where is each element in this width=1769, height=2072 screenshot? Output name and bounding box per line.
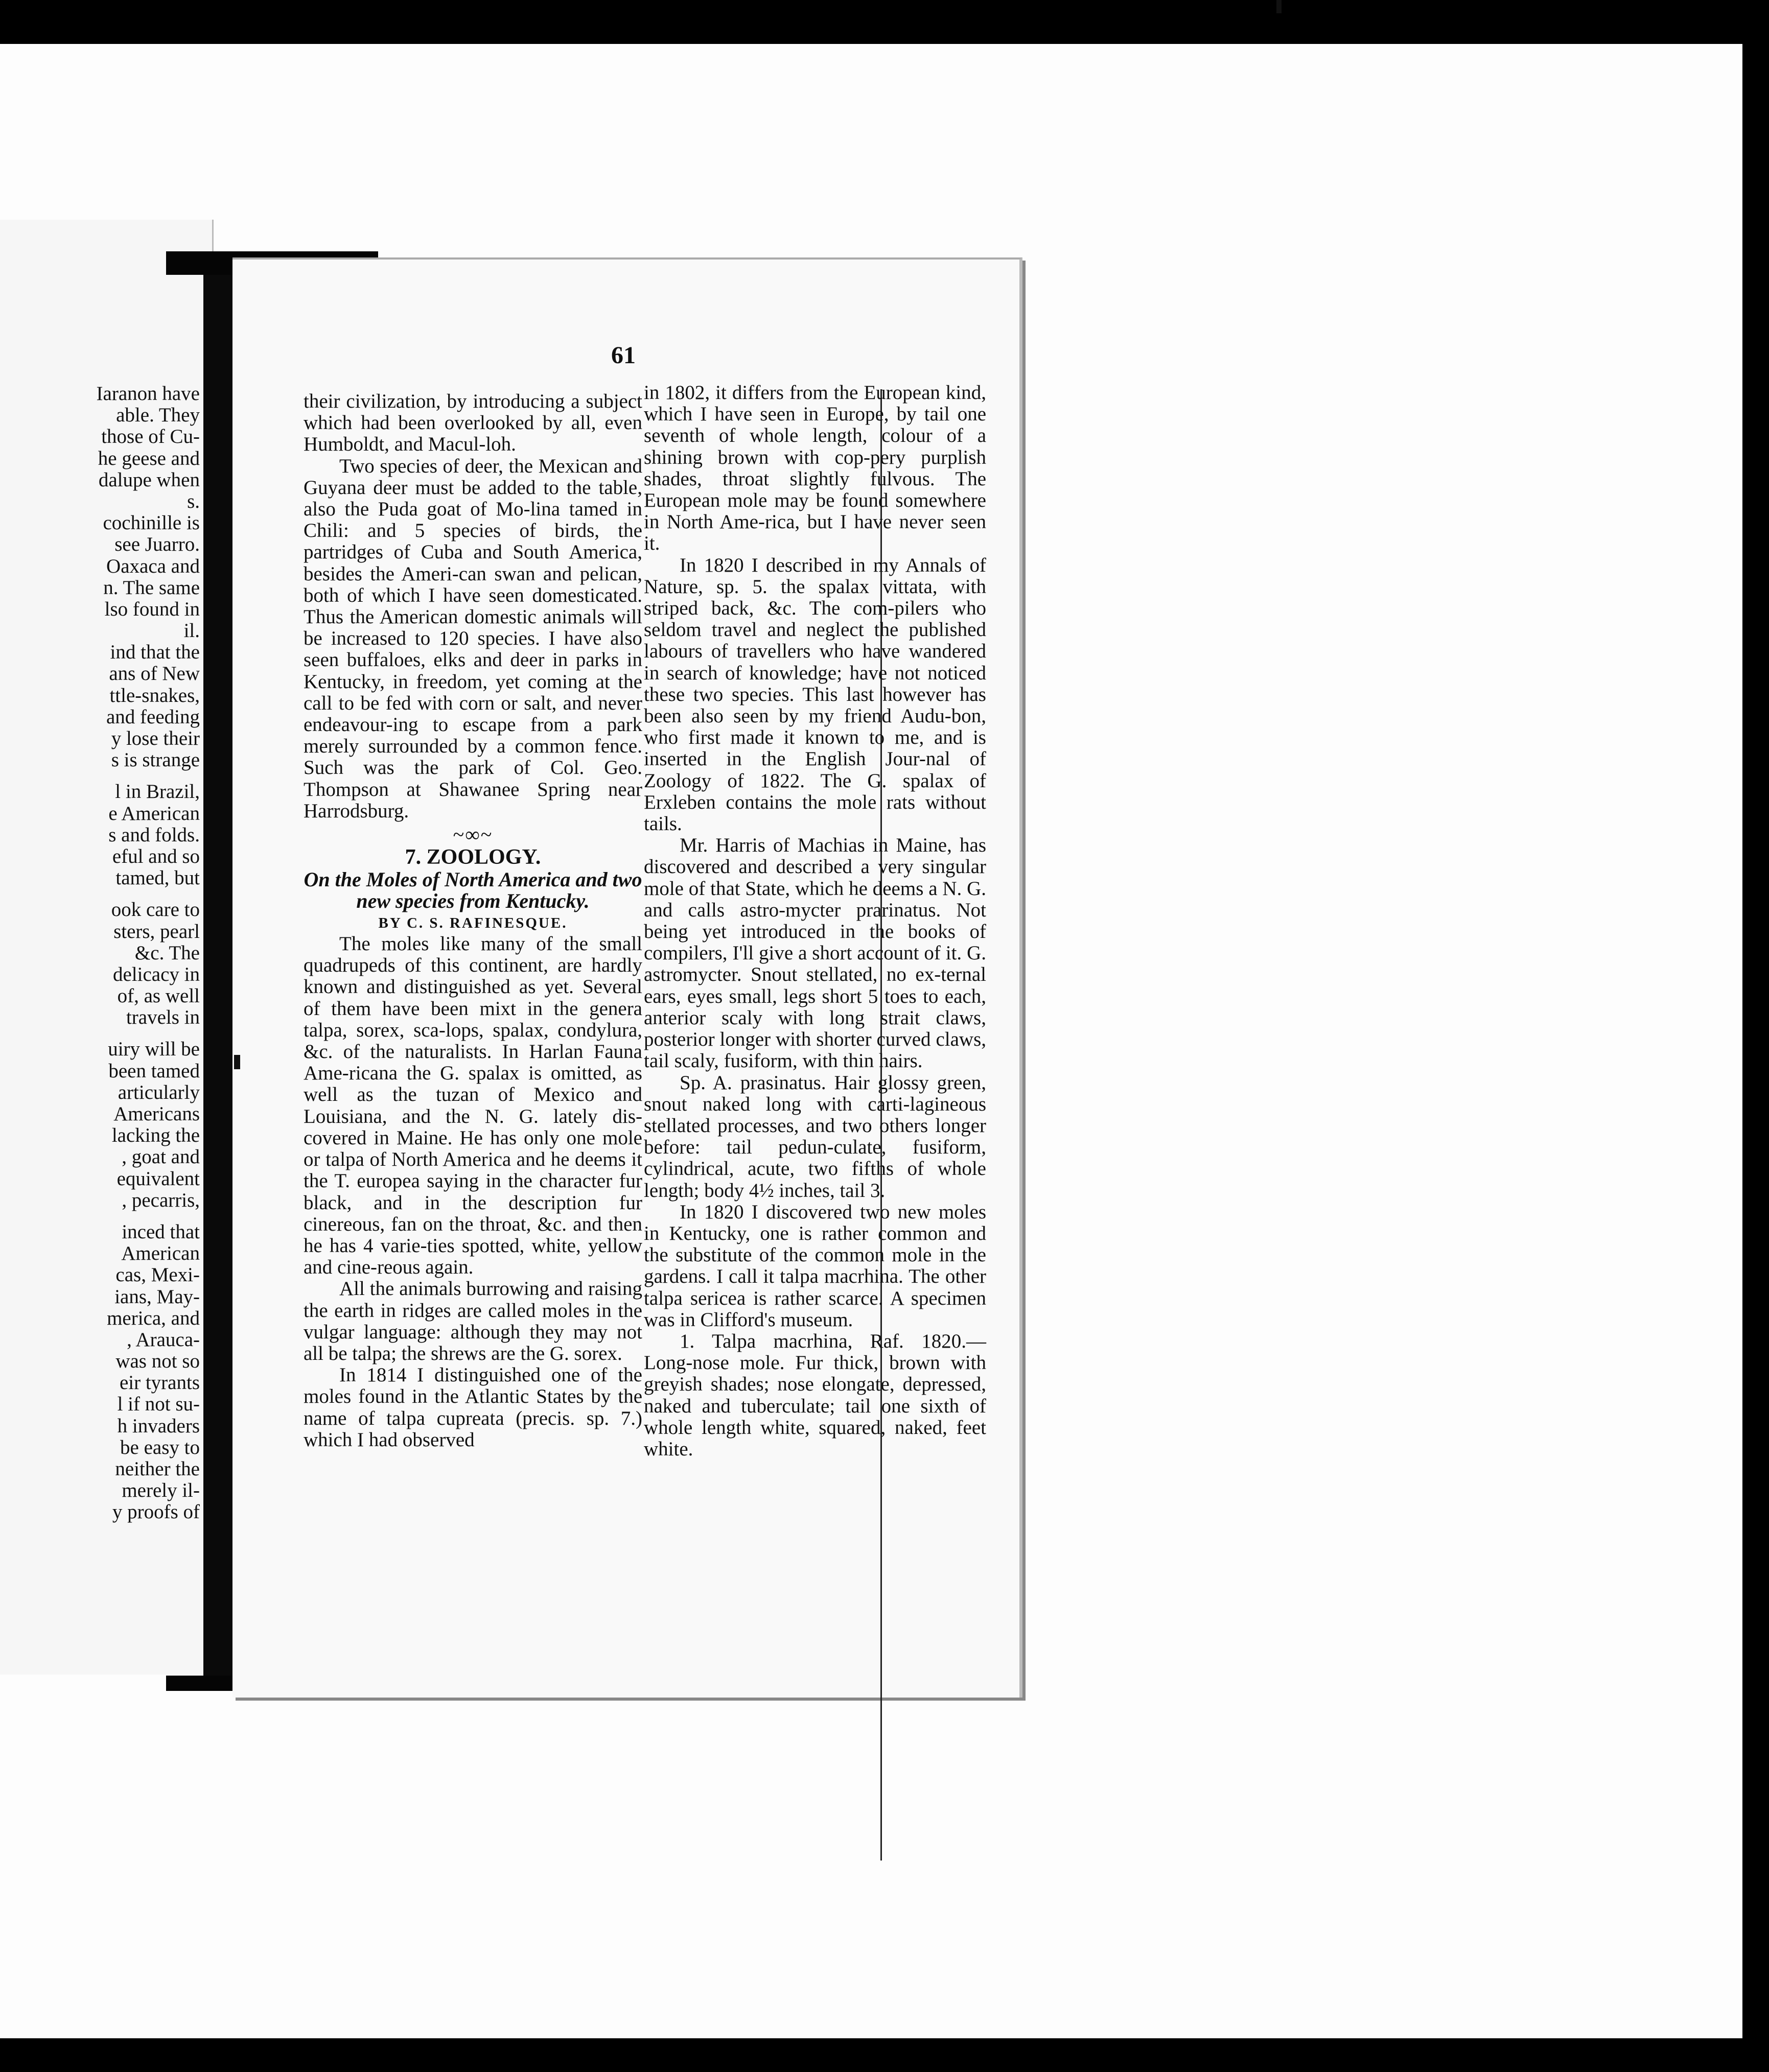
paragraph-talpa-macrhina: 1. Talpa macrhina, Raf. 1820.— Long-nose mole. Fur thick, brown with greyish shades; nose elongate, depressed, naked and tuberculate; tail one sixth of whole length white, squared, naked, feet white. xyxy=(644,1330,986,1460)
facing-page-line: ians, May- xyxy=(114,1285,200,1308)
facing-page-line: , goat and xyxy=(122,1146,200,1168)
facing-page-line: those of Cu- xyxy=(101,426,200,448)
facing-page-line: uiry will be xyxy=(108,1038,200,1061)
facing-page-line: able. They xyxy=(116,404,200,427)
paragraph-continued: in 1802, it differs from the European kind, which I have seen in Europe, by tail one seventh of whole length, colour of a shining brown with cop-pery purplish shades, throat slightly fulvous. The European mole may be found somewhere in North Ame-rica, but I have never seen it. xyxy=(644,382,986,555)
facing-page-line: h invaders xyxy=(117,1415,200,1437)
facing-page-line: equivalent xyxy=(117,1167,200,1190)
paragraph-1820-annals: In 1820 I described in my Annals of Nature, sp. 5. the spalax vittata, with striped back, &c. The com-pilers who seldom travel and neglect the published labours of travellers who have wandered in search of knowledge; have not noticed these two species. This last however has been also seen by my friend Audu-bon, who first made it known to me, and is inserted in the English Jour-nal of Zoology of 1822. The G. spalax of Erxleben contains the mole rats without tails. xyxy=(644,554,986,835)
facing-page-line: merica, and xyxy=(107,1307,200,1329)
facing-page-line: l in Brazil, xyxy=(115,781,200,803)
film-mark xyxy=(234,1055,240,1069)
facing-page-line: ook care to xyxy=(111,899,200,921)
film-mark xyxy=(1276,0,1282,13)
paragraph-moles: The moles like many of the small quadrupeds of this continent, are hardly known and distinguished as yet. Several of them have been mixt in the genera talpa, sorex, sca-lops, spalax, condylura, &c. of the naturalists. In Harlan Fauna Ame-ricana the G. spalax is omitted, as well as the tuzan of Mexico and Louisiana, and the N. G. lately dis-covered in Maine. He has only one mole or talpa of North America and he deems it the T. europea saying in the character fur black, and in the description fur cinereous, fan on the throat, &c. and then he has 4 varie-ties spotted, white, yellow and cine-reous again. xyxy=(304,933,642,1279)
facing-page-line: l if not su- xyxy=(117,1393,200,1416)
facing-page-line: n. The same xyxy=(103,576,200,599)
section-subtitle: On the Moles of North America and two new species from Kentucky. xyxy=(304,868,642,913)
facing-page-line: s and folds. xyxy=(108,823,200,846)
facing-page-line: &c. The xyxy=(134,941,200,964)
facing-page-line: cochinille is xyxy=(103,512,200,534)
facing-page-line: , Arauca- xyxy=(127,1328,200,1351)
facing-page-line: he geese and xyxy=(98,447,200,469)
facing-page-line xyxy=(0,889,200,899)
facing-page-line: s is strange xyxy=(111,749,200,771)
facing-page-line: tamed, but xyxy=(115,867,200,889)
paragraph-deer: Two species of deer, the Mexican and Guyana deer must be added to the table, also the Puda goat of Mo-lina tamed in Chili: and 5 species of birds, the partridges of Cuba and South America, besides the Ameri-can swan and pelican, both of which I have seen domesticated. Thus the American domestic animals will be increased to 120 species. I have also seen buffaloes, elks and deer in parks in Kentucky, in freedom, yet coming at the call to be fed with corn or salt, and never endeavour-ing to escape from a park merely surrounded by a common fence. Such was the park of Col. Geo. Thompson at Shawanee Spring near Harrodsburg. xyxy=(304,455,642,822)
facing-page-line: American xyxy=(121,1242,200,1265)
paragraph-1814: In 1814 I distinguished one of the moles found in the Atlantic States by the name of talpa cupreata (precis. sp. 7.) which I had observed xyxy=(304,1364,642,1451)
facing-page-line: ttle-snakes, xyxy=(109,684,200,707)
facing-page-line: be easy to xyxy=(120,1436,200,1458)
facing-page-line: dalupe when xyxy=(98,468,200,491)
author-byline: BY C. S. RAFINESQUE. xyxy=(378,915,568,932)
page-number: 61 xyxy=(611,342,636,369)
section-ornament: ~∞~ xyxy=(453,823,493,846)
facing-page-line xyxy=(0,1028,200,1039)
facing-page-line: and feeding xyxy=(106,705,200,728)
facing-page-line: cas, Mexi- xyxy=(115,1264,200,1286)
facing-page-line: was not so xyxy=(115,1350,200,1373)
column-right xyxy=(644,382,986,1460)
facing-page-line: y lose their xyxy=(111,727,200,749)
facing-page-line: Americans xyxy=(113,1103,200,1125)
facing-page-line: travels in xyxy=(126,1006,200,1029)
facing-page-line: Iaranon have xyxy=(96,383,200,405)
paragraph-1820-kentucky: In 1820 I discovered two new moles in Kentucky, one is rather common and the substitute of the common mole in the gardens. I call it talpa macrhina. The other talpa sericea is rather scarce. A specimen was in Clifford's museum. xyxy=(644,1200,986,1331)
facing-page xyxy=(0,220,214,1675)
facing-page-line: e American xyxy=(108,802,200,825)
facing-page-line: lacking the xyxy=(111,1124,200,1147)
facing-page-line: neither the xyxy=(115,1458,200,1480)
facing-page-line: , pecarris, xyxy=(122,1189,200,1211)
facing-page-line: lso found in xyxy=(104,598,200,620)
facing-page-line xyxy=(0,771,200,781)
facing-page-line: eful and so xyxy=(112,845,200,867)
main-page xyxy=(232,257,1022,1698)
facing-page-line: of, as well xyxy=(117,985,200,1007)
paragraph-burrowing: All the animals burrowing and raising the earth in ridges are called moles in the vulgar language: although they may not all be talpa; the shrews are the G. sorex. xyxy=(304,1278,642,1364)
section-title: 7. ZOOLOGY. xyxy=(405,845,541,869)
facing-page-line: merely il- xyxy=(122,1479,200,1502)
facing-page-line: eir tyrants xyxy=(119,1372,200,1394)
facing-page-line xyxy=(0,1211,200,1221)
facing-page-line: y proofs of xyxy=(112,1501,200,1523)
facing-page-line: delicacy in xyxy=(113,963,200,985)
facing-page-line: s. xyxy=(187,490,200,512)
paragraph-species: Sp. A. prasinatus. Hair glossy green, snout naked long with carti-lagineous stellated processes, and two others longer before: tail pedun-culate, fusiform, cylindrical, acute, two fifths of whole length; body 4½ inches, tail 3. xyxy=(644,1071,986,1202)
facing-page-line: il. xyxy=(183,620,200,642)
facing-page-line: see Juarro. xyxy=(114,533,200,556)
facing-page-column xyxy=(0,383,200,1523)
facing-page-line: been tamed xyxy=(108,1059,200,1082)
paragraph-harris: Mr. Harris of Machias in Maine, has discovered and described a very singular mole of that State, which he deems a N. G. and calls astro-mycter prarinatus. Not being yet introduced in the books of compilers, I'll give a short account of it. G. astromycter. Snout stellated, no ex-ternal ears, eyes small, legs short 5 toes to each, anterior scaly with long strait claws, posterior longer with shorter curved claws, tail scaly, fusiform, with thin hairs. xyxy=(644,834,986,1072)
facing-page-line: Oaxaca and xyxy=(106,555,200,577)
facing-page-line: ind that the xyxy=(110,641,200,664)
facing-page-line: ans of New xyxy=(109,663,200,685)
facing-page-line: inced that xyxy=(122,1220,200,1243)
paragraph-intro: their civilization, by introducing a subject which had been overlooked by all, even Humboldt, and Macul-loh. xyxy=(304,390,642,456)
binding-gutter xyxy=(203,271,234,1681)
facing-page-line: sters, pearl xyxy=(113,920,200,943)
facing-page-line: articularly xyxy=(118,1081,200,1103)
